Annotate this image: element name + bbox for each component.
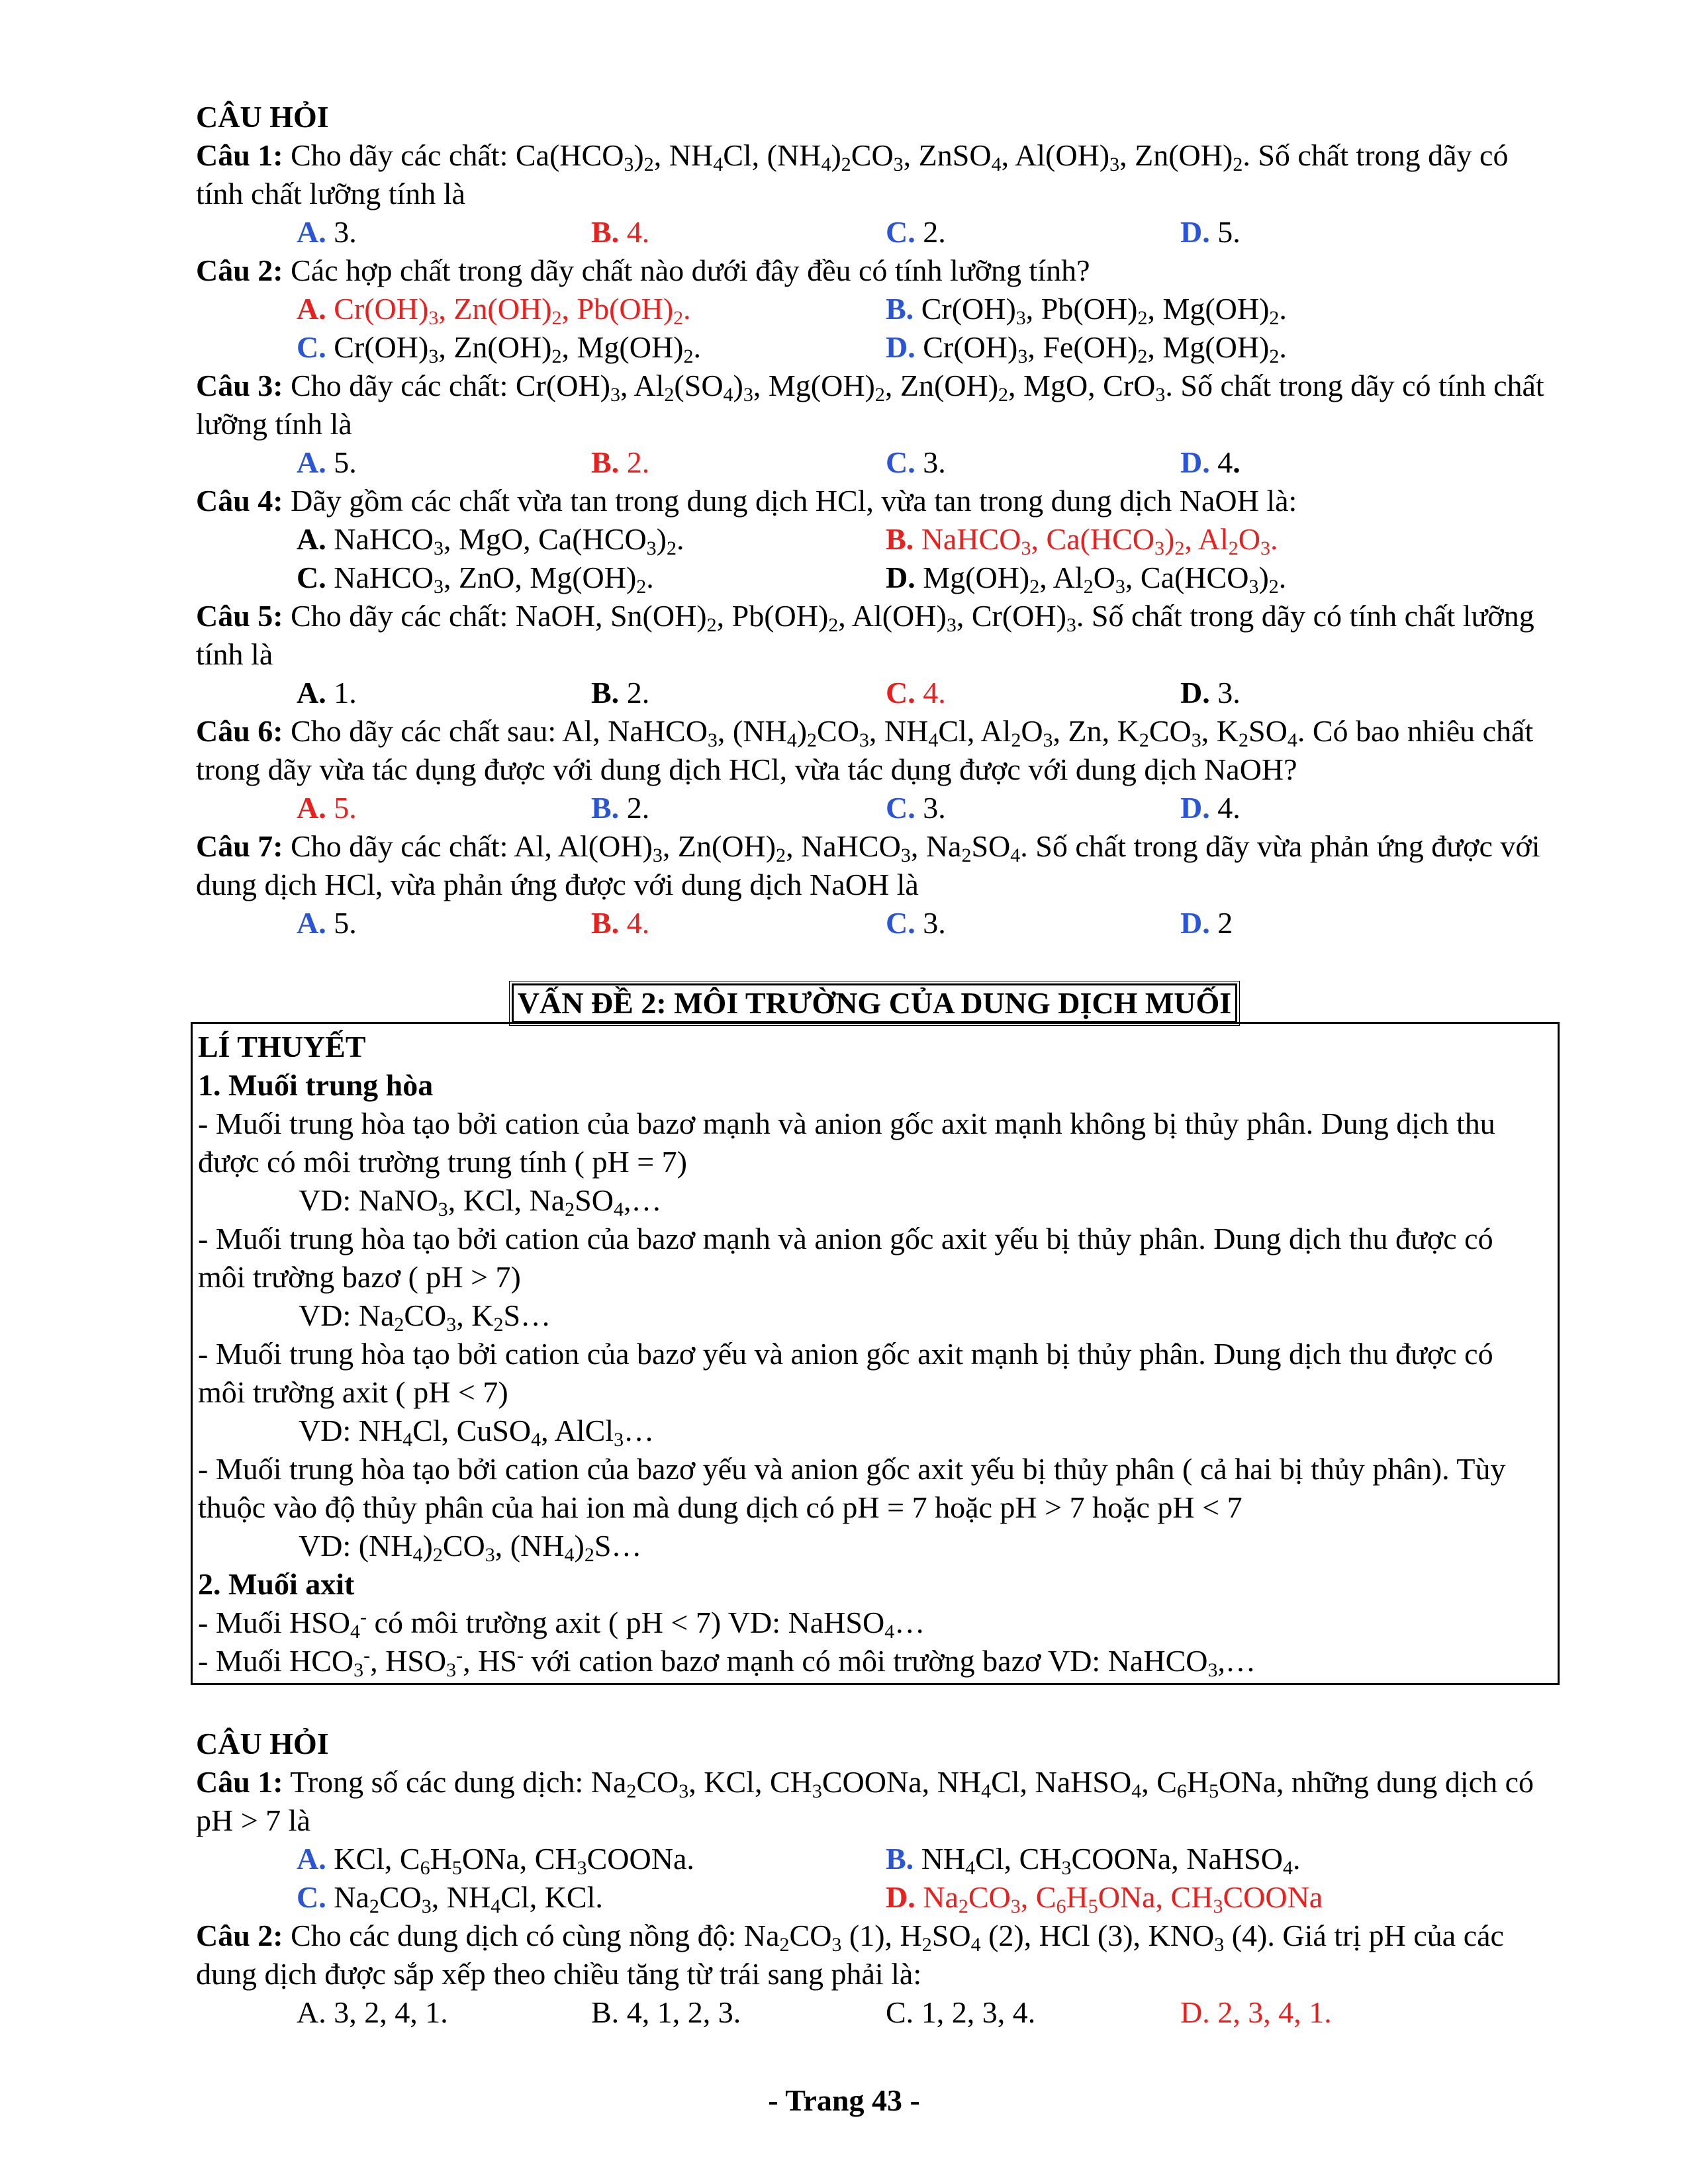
theory-example: VD: $(NH_4)_2CO_3$, $(NH_4)_2S\dots$ xyxy=(299,1529,642,1566)
question-text xyxy=(196,1763,1553,1840)
option-label: B. xyxy=(591,676,620,709)
option-text: 2. xyxy=(619,791,650,825)
option-label: D. xyxy=(1180,791,1210,825)
question-body: Trong số các dung dịch: $Na_2CO_3$, KCl, $CH_3COONa$, $NH_4Cl$, NaHSO$_4$, $C_6H_5ONa$, những dung dịch có pH > 7 là xyxy=(196,1765,1534,1837)
question-body: Dãy gồm các chất vừa tan trong dung dịch HCl, vừa tan trong dung dịch NaOH là: xyxy=(283,484,1297,518)
option-text: 1, 2, 3, 4. xyxy=(914,1995,1036,2029)
question-text xyxy=(196,482,1553,520)
option-text: 3. xyxy=(915,445,946,479)
option-label: C. xyxy=(886,445,915,479)
option-text: 4. xyxy=(619,215,650,249)
option-text: 3. xyxy=(326,215,357,249)
option-text: 5. xyxy=(1209,215,1241,249)
answer-option xyxy=(886,1878,1553,1917)
question-text xyxy=(196,1917,1553,1993)
theory-paragraph: - Muối $HCO_3^-$, $HSO_3^-$, HS- với cation bazơ mạnh có môi trường bazơ VD: NaHCO$_3$,… xyxy=(198,1644,1256,1681)
question-number: Câu 2: xyxy=(196,253,283,287)
option-text: 2, 3, 4, 1. xyxy=(1209,1995,1332,2029)
option-label: B. xyxy=(886,1842,914,1876)
section1-heading: CÂU HỎI xyxy=(196,100,329,134)
answer-option xyxy=(886,520,1553,559)
theory-example: VD: $NH_4Cl$, CuSO$_4$, AlCl$_3$… xyxy=(299,1414,655,1451)
section-title-row xyxy=(196,983,1553,1024)
page-content xyxy=(196,98,1553,2032)
option-text: $Mg(OH)_2$, $Al_2O_3$, $Ca(HCO_3)_2$. xyxy=(915,561,1287,598)
answer-option xyxy=(886,674,1180,712)
question-number: Câu 7: xyxy=(196,829,283,863)
answer-option xyxy=(1180,443,1553,482)
question-body: Cho dãy các chất: Al, $Al(OH)_3$, $Zn(OH)_2$, NaHCO$_3$, $Na_2SO_4$. Số chất trong dãy vừa phản ứng được với dung dịch HCl, vừa phản ứng được với dung dịch NaOH là xyxy=(196,829,1540,901)
answer-option xyxy=(1180,1993,1553,2032)
answer-option xyxy=(1180,213,1553,251)
option-text: 1. xyxy=(326,676,357,709)
question-body: Cho dãy các chất: $Cr(OH)_3$, $Al_2(SO_4)_3$, $Mg(OH)_2$, $Zn(OH)_2$, MgO, CrO$_3$. Số chất trong dãy có tính chất lưỡng tính là xyxy=(196,369,1544,441)
option-text: 2 xyxy=(1209,906,1233,940)
answer-options xyxy=(196,1993,1553,2032)
question-number: Câu 5: xyxy=(196,599,283,633)
spacer xyxy=(196,1685,1553,1725)
option-text: $Na_2CO_3$, $C_6H_5ONa$, $CH_3COONa$ xyxy=(915,1880,1323,1917)
option-text: NaHCO$_3$, MgO, $Ca(HCO_3)_2$. xyxy=(326,522,684,559)
section2-question-list xyxy=(196,1763,1553,2032)
option-label: A. xyxy=(297,292,326,326)
theory-paragraph: - Muối $HSO_4^-$ có môi trường axit ( pH < 7) VD: NaHSO$_4$… xyxy=(198,1606,925,1643)
option-label: D. xyxy=(1180,1995,1210,2029)
option-label: C. xyxy=(886,791,915,825)
question-number: Câu 1: xyxy=(196,138,283,172)
option-text: NaHCO$_3$, ZnO, $Mg(OH)_2$. xyxy=(326,561,654,598)
answer-option xyxy=(297,328,886,367)
answer-option xyxy=(297,213,591,251)
answer-option xyxy=(886,328,1553,367)
option-label: A. xyxy=(297,1842,326,1876)
option-text: NaHCO$_3$, $Ca(HCO_3)_2$, $Al_2O_3$. xyxy=(914,522,1278,559)
question-text xyxy=(196,597,1553,674)
answer-option xyxy=(297,443,591,482)
answer-option xyxy=(297,1878,886,1917)
option-label: C. xyxy=(297,330,326,364)
answer-option xyxy=(886,213,1180,251)
question-number: Câu 4: xyxy=(196,484,283,518)
theory-example: VD: NaNO$_3$, KCl, $Na_2SO_4,\dots$ xyxy=(299,1183,662,1220)
answer-option xyxy=(297,520,886,559)
question-text xyxy=(196,712,1553,789)
option-label: B. xyxy=(886,522,914,556)
option-label: D. xyxy=(886,1880,915,1914)
answer-options xyxy=(196,443,1553,482)
option-text: 3, 2, 4, 1. xyxy=(326,1995,448,2029)
answer-options xyxy=(196,213,1553,251)
answer-option xyxy=(591,1993,886,2032)
question-number: Câu 3: xyxy=(196,369,283,402)
answer-option xyxy=(886,290,1553,328)
answer-option xyxy=(886,1993,1180,2032)
option-text: $Cr(OH)_3$, $Fe(OH)_2$, $Mg(OH)_2$. xyxy=(915,330,1287,367)
answer-option xyxy=(886,789,1180,827)
answer-option xyxy=(591,904,886,942)
option-text: $Cr(OH)_3$, $Zn(OH)_2$, $Mg(OH)_2$. xyxy=(326,330,701,367)
option-label: C. xyxy=(886,906,915,940)
option-text: 5. xyxy=(326,445,357,479)
option-label: B. xyxy=(886,292,914,326)
option-text: 3. xyxy=(1209,676,1241,709)
answer-option xyxy=(297,1993,591,2032)
answer-option xyxy=(1180,904,1553,942)
question-text xyxy=(196,827,1553,904)
question-number: Câu 1: xyxy=(196,1765,283,1799)
answer-option xyxy=(297,559,886,597)
question-body: Cho dãy các chất sau: Al, NaHCO$_3$, $(NH_4)_2CO_3$, $NH_4Cl$, $Al_2O_3$, Zn, $K_2CO_3$, $K_2SO_4$. Có bao nhiêu chất trong dãy vừa tác dụng được với dung dịch HCl, vừa tác dụng được với dung dịch NaOH? xyxy=(196,714,1534,786)
answer-option xyxy=(886,1840,1553,1878)
question-body: Cho các dung dịch có cùng nồng độ: $Na_2CO_3$ (1), $H_2SO_4$ (2), HCl (3), $KNO_3$ (4). Giá trị pH của các dung dịch được sắp xếp theo chiều tăng từ trái sang phải là: xyxy=(196,1919,1504,1991)
answer-option xyxy=(297,290,886,328)
option-text: 2. xyxy=(915,215,946,249)
option-text: 4. xyxy=(1209,791,1241,825)
question-number: Câu 6: xyxy=(196,714,283,748)
theory-example: VD: $Na_2CO_3$, $K_2S\dots$ xyxy=(299,1298,551,1336)
answer-option xyxy=(297,789,591,827)
answer-options xyxy=(196,789,1553,827)
answer-option xyxy=(886,443,1180,482)
option-label: D. xyxy=(886,330,915,364)
answer-options xyxy=(196,674,1553,712)
answer-option xyxy=(886,559,1553,597)
option-text: 2. xyxy=(619,676,650,709)
answer-option xyxy=(297,674,591,712)
option-label: D. xyxy=(886,561,915,594)
answer-options xyxy=(196,520,1553,559)
question-text xyxy=(196,367,1553,443)
answer-options xyxy=(196,328,1553,367)
question-body: Cho dãy các chất: $Ca(HCO_3)_2$, $NH_4Cl$, $(NH_4)_2CO_3$, ZnSO$_4$, $Al(OH)_3$, $Zn(OH)_2$. Số chất trong dãy có tính chất lưỡng tính là xyxy=(196,138,1509,210)
option-label: B. xyxy=(591,1995,620,2029)
option-label: B. xyxy=(591,906,620,940)
theory-box xyxy=(191,1022,1560,1685)
answer-option xyxy=(1180,674,1553,712)
section-title: VẤN ĐỀ 2: MÔI TRƯỜNG CỦA DUNG DỊCH MUỐI xyxy=(512,983,1237,1023)
section2-heading: CÂU HỎI xyxy=(196,1727,329,1760)
page-footer: - Trang 43 - xyxy=(768,2083,920,2117)
section1-question-list xyxy=(196,136,1553,942)
option-text: 3. xyxy=(915,906,946,940)
question-text xyxy=(196,136,1553,213)
option-text: 5. xyxy=(326,791,357,825)
option-text: 4. xyxy=(1209,445,1241,479)
option-label: A. xyxy=(297,1995,326,2029)
theory-paragraph: - Muối trung hòa tạo bởi cation của bazơ mạnh và anion gốc axit yếu bị thủy phân. Dung dịch thu được có môi trường bazơ ( pH > 7) xyxy=(198,1222,1493,1294)
option-label: A. xyxy=(297,791,326,825)
option-label: B. xyxy=(591,215,620,249)
option-label: D. xyxy=(1180,215,1210,249)
option-text: $Cr(OH)_3$, $Zn(OH)_2$, $Pb(OH)_2$. xyxy=(326,292,691,329)
option-text: 4. xyxy=(915,676,946,709)
answer-option xyxy=(591,213,886,251)
answer-option xyxy=(297,904,591,942)
question-body: Cho dãy các chất: NaOH, $Sn(OH)_2$, $Pb(OH)_2$, $Al(OH)_3$, $Cr(OH)_3$. Số chất trong dãy có tính chất lưỡng tính là xyxy=(196,599,1534,671)
theory-paragraph: - Muối trung hòa tạo bởi cation của bazơ mạnh và anion gốc axit mạnh không bị thủy phân. Dung dịch thu được có môi trường trung tính ( pH = 7) xyxy=(198,1107,1495,1179)
theory-subheading-2: 2. Muối axit xyxy=(198,1567,355,1601)
theory-heading: LÍ THUYẾT xyxy=(198,1030,366,1064)
option-text: KCl, $C_6H_5ONa$, $CH_3COONa$. xyxy=(326,1842,694,1879)
option-label: A. xyxy=(297,215,326,249)
option-text: $Na_2CO_3$, $NH_4Cl$, KCl. xyxy=(326,1880,603,1917)
answer-option xyxy=(297,1840,886,1878)
option-text: 5. xyxy=(326,906,357,940)
option-label: A. xyxy=(297,676,326,709)
answer-options xyxy=(196,290,1553,328)
answer-option xyxy=(591,789,886,827)
answer-options xyxy=(196,1840,1553,1878)
theory-paragraph: - Muối trung hòa tạo bởi cation của bazơ yếu và anion gốc axit mạnh bị thủy phân. Dung dịch thu được có môi trường axit ( pH < 7) xyxy=(198,1337,1493,1409)
option-label: D. xyxy=(1180,676,1210,709)
answer-options xyxy=(196,559,1553,597)
option-label: C. xyxy=(886,215,915,249)
option-text: 4. xyxy=(619,906,650,940)
answer-option xyxy=(591,674,886,712)
option-label: C. xyxy=(886,1995,914,2029)
answer-options xyxy=(196,904,1553,942)
answer-options xyxy=(196,1878,1553,1917)
option-label: B. xyxy=(591,791,620,825)
theory-subheading-1: 1. Muối trung hòa xyxy=(198,1068,434,1102)
option-label: A. xyxy=(297,906,326,940)
option-label: C. xyxy=(297,1880,326,1914)
answer-option xyxy=(591,443,886,482)
answer-option xyxy=(886,904,1180,942)
option-label: D. xyxy=(1180,906,1210,940)
question-text xyxy=(196,251,1553,290)
option-text: 3. xyxy=(915,791,946,825)
option-text: 4, 1, 2, 3. xyxy=(619,1995,741,2029)
question-number: Câu 2: xyxy=(196,1919,283,1952)
option-text: 2. xyxy=(619,445,650,479)
option-label: D. xyxy=(1180,445,1210,479)
question-body: Các hợp chất trong dãy chất nào dưới đây đều có tính lưỡng tính? xyxy=(283,253,1090,287)
option-label: C. xyxy=(886,676,915,709)
answer-option xyxy=(1180,789,1553,827)
option-text: $NH_4Cl$, $CH_3COONa$, NaHSO$_4$. xyxy=(914,1842,1301,1879)
theory-paragraph: - Muối trung hòa tạo bởi cation của bazơ yếu và anion gốc axit yếu bị thủy phân ( cả hai bị thủy phân). Tùy thuộc vào độ thủy phân của hai ion mà dung dịch có pH = 7 hoặc pH > 7 hoặc pH < 7 xyxy=(198,1452,1506,1524)
option-label: A. xyxy=(297,445,326,479)
option-label: A. xyxy=(297,522,326,556)
option-label: C. xyxy=(297,561,326,594)
option-label: B. xyxy=(591,445,620,479)
option-text: $Cr(OH)_3$, $Pb(OH)_2$, $Mg(OH)_2$. xyxy=(914,292,1287,329)
